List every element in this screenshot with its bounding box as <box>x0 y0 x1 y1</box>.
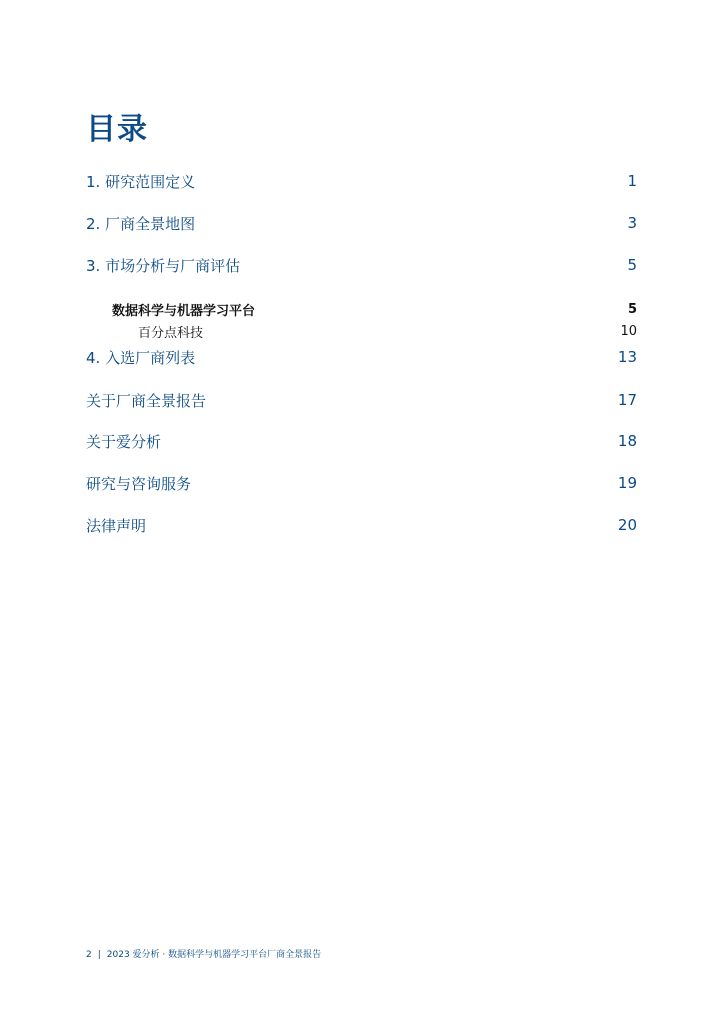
toc-entry-label: 法律声明 <box>86 516 147 535</box>
footer-separator: | <box>97 950 101 960</box>
page-title: 目录 <box>86 112 148 147</box>
toc-entry-research-services[interactable] <box>86 472 637 494</box>
toc-entry-page: 20 <box>617 516 637 534</box>
toc-entry-4[interactable] <box>86 346 637 368</box>
toc-entry-3[interactable] <box>86 254 637 276</box>
toc-subentry-dsml-platform[interactable] <box>112 298 637 320</box>
toc-entry-label: 百分点科技 <box>138 325 204 341</box>
toc-entry-label: 1. 研究范围定义 <box>86 172 196 191</box>
toc-entry-page: 13 <box>617 348 637 366</box>
toc-entry-page: 5 <box>627 256 637 274</box>
toc-entry-label: 4. 入选厂商列表 <box>86 348 196 367</box>
toc-entry-1[interactable] <box>86 170 637 192</box>
toc-entry-about-company[interactable] <box>86 430 637 452</box>
toc-entry-page: 5 <box>627 301 637 317</box>
toc-entry-page: 17 <box>617 391 637 409</box>
toc-entry-page: 1 <box>627 172 637 190</box>
toc-entry-2[interactable] <box>86 212 637 234</box>
footer-page-number: 2 <box>86 950 92 960</box>
toc-entry-about-report[interactable] <box>86 389 637 411</box>
toc-entry-label: 关于爱分析 <box>86 432 162 451</box>
toc-entry-label: 数据科学与机器学习平台 <box>112 303 256 319</box>
toc-entry-page: 3 <box>627 214 637 232</box>
toc-entry-label: 研究与咨询服务 <box>86 474 192 493</box>
page-footer <box>86 947 321 960</box>
toc-entry-label: 关于厂商全景报告 <box>86 391 207 410</box>
toc-entry-page: 19 <box>617 474 637 492</box>
toc-entry-page: 10 <box>620 323 637 339</box>
toc-subentry-vendor[interactable] <box>138 320 637 342</box>
footer-report-title: 2023 爱分析 · 数据科学与机器学习平台厂商全景报告 <box>106 950 322 960</box>
toc-entry-label: 3. 市场分析与厂商评估 <box>86 256 241 275</box>
toc-entry-legal[interactable] <box>86 514 637 536</box>
toc-entry-label: 2. 厂商全景地图 <box>86 214 196 233</box>
toc-entry-page: 18 <box>617 432 637 450</box>
